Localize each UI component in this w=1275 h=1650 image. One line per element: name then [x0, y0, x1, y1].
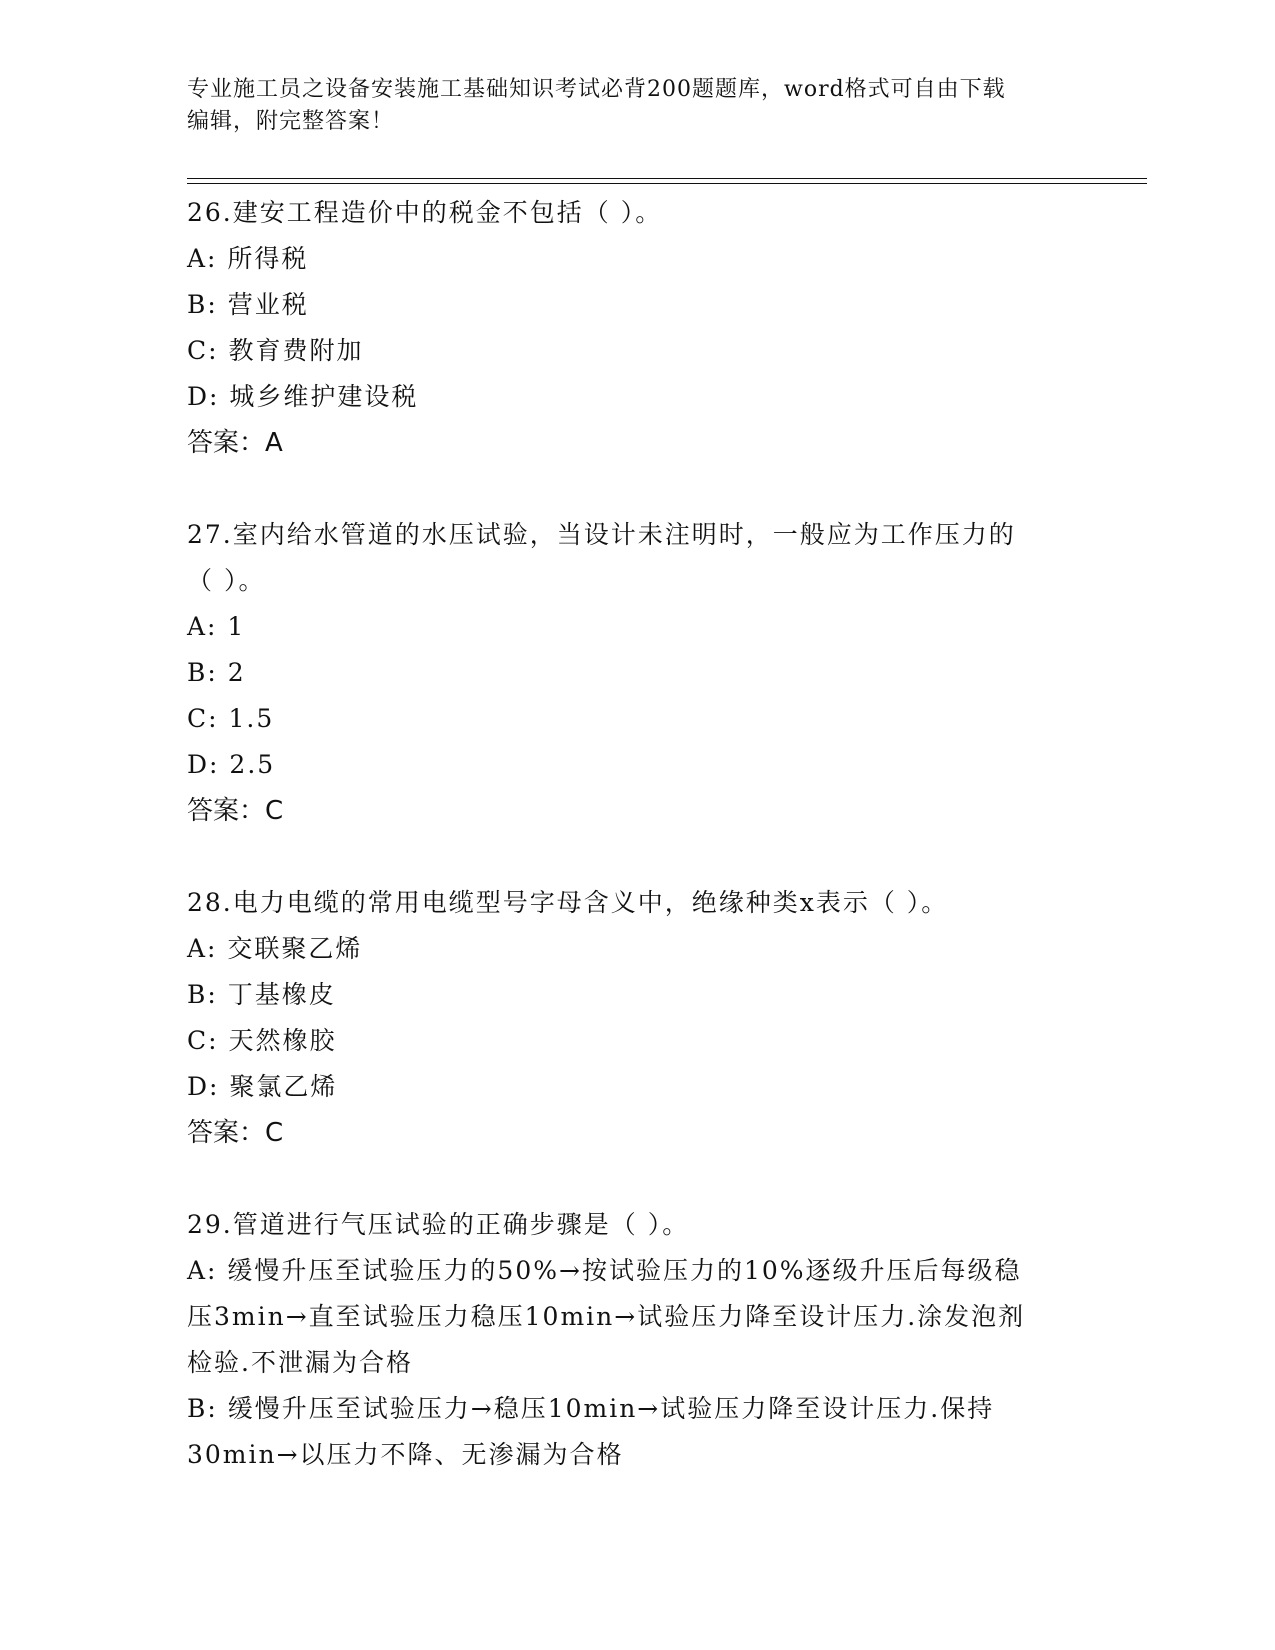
question-stem-line-2: （ ）。: [187, 566, 266, 595]
question-spacer: [187, 834, 1087, 880]
option-a: A: 1: [187, 612, 246, 641]
question-list: [187, 190, 1087, 1478]
document-header: [187, 74, 1087, 138]
question-stem: 29.管道进行气压试验的正确步骤是（ ）。: [187, 1210, 690, 1239]
option-c: C: 天然橡胶: [187, 1026, 337, 1055]
header-divider-top: [187, 178, 1147, 179]
question-28: [187, 880, 1087, 1156]
question-stem-line-1: 27.室内给水管道的水压试验，当设计未注明时，一般应为工作压力的: [187, 520, 1016, 549]
option-b: B: 丁基橡皮: [187, 980, 336, 1009]
option-b-line-2: 30min→以压力不降、无渗漏为合格: [187, 1440, 624, 1469]
question-26: [187, 190, 1087, 466]
option-b: B: 2: [187, 658, 246, 687]
option-b-line-1: B: 缓慢升压至试验压力→稳压10min→试验压力降至设计压力.保持: [187, 1394, 995, 1423]
option-a-line-2: 压3min→直至试验压力稳压10min→试验压力降至设计压力.涂发泡剂: [187, 1302, 1026, 1331]
header-title-line-2: 编辑，附完整答案！: [187, 109, 395, 134]
answer-line: 答案：A: [187, 428, 283, 458]
question-29: [187, 1202, 1087, 1478]
answer-line: 答案：C: [187, 796, 284, 826]
question-stem: 26.建安工程造价中的税金不包括（ ）。: [187, 198, 663, 227]
option-a: A: 所得税: [187, 244, 309, 273]
option-a-line-1: A: 缓慢升压至试验压力的50%→按试验压力的10%逐级升压后每级稳: [187, 1256, 1022, 1285]
header-divider-bottom: [187, 183, 1147, 184]
option-d: D: 聚氯乙烯: [187, 1072, 338, 1101]
option-d: D: 2.5: [187, 750, 276, 779]
option-b: B: 营业税: [187, 290, 309, 319]
question-spacer: [187, 466, 1087, 512]
option-c: C: 1.5: [187, 704, 275, 733]
option-b: [187, 1386, 1087, 1478]
option-a: A: 交联聚乙烯: [187, 934, 363, 963]
question-spacer: [187, 1156, 1087, 1202]
option-d: D: 城乡维护建设税: [187, 382, 419, 411]
header-title-line-1: 专业施工员之设备安装施工基础知识考试必背200题题库，word格式可自由下载: [187, 77, 1006, 102]
option-c: C: 教育费附加: [187, 336, 364, 365]
option-a-line-3: 检验.不泄漏为合格: [187, 1348, 413, 1377]
question-stem: 28.电力电缆的常用电缆型号字母含义中，绝缘种类x表示（ ）。: [187, 888, 949, 917]
option-a: [187, 1248, 1087, 1386]
question-27: [187, 512, 1087, 834]
answer-line: 答案：C: [187, 1118, 284, 1148]
